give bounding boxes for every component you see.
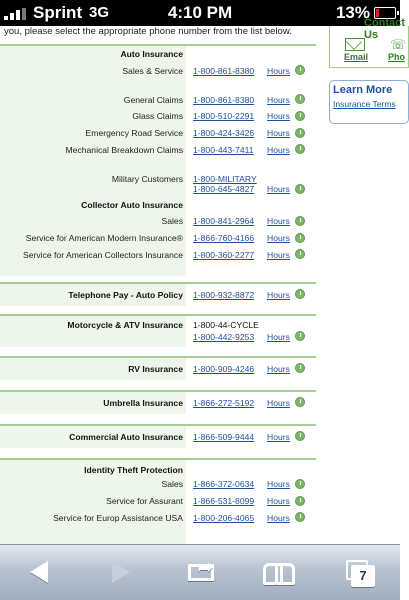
section-identity-theft: [0, 458, 316, 551]
clock-icon[interactable]: [295, 111, 305, 121]
web-page[interactable]: [0, 17, 407, 544]
email-icon[interactable]: [345, 38, 365, 51]
carrier-name: Sprint: [33, 3, 83, 22]
hours-link[interactable]: Hours: [267, 144, 290, 155]
phone-link[interactable]: 1-866-372-0634: [193, 479, 255, 490]
contact-us-box: [329, 17, 409, 68]
phone-link[interactable]: 1-866-760-4166: [193, 233, 255, 244]
hours-link[interactable]: Hours: [267, 233, 290, 244]
hours-link[interactable]: Hours: [267, 397, 290, 408]
section-heading: Umbrella Insurance: [103, 397, 183, 408]
clock-icon[interactable]: [295, 496, 305, 506]
section-motorcycle-atv: [0, 314, 316, 347]
browser-toolbar: [0, 544, 400, 600]
learn-more-title: Learn More: [333, 84, 393, 96]
clock-icon[interactable]: [295, 512, 305, 522]
row-label: General Claims: [123, 94, 183, 105]
phone-link[interactable]: 1-800-MILITARY: [193, 173, 257, 184]
phone-link[interactable]: 1-866-509-9444: [193, 431, 255, 442]
bookmarks-icon[interactable]: [255, 555, 305, 589]
section-heading: RV Insurance: [128, 363, 183, 374]
network-type: 3G: [89, 4, 110, 21]
section-commercial-auto: [0, 424, 316, 448]
hours-link[interactable]: Hours: [267, 479, 290, 490]
hours-link[interactable]: Hours: [267, 128, 290, 139]
intro-text: you, please select the appropriate phone number from the list below.: [4, 26, 292, 37]
hours-link[interactable]: Hours: [267, 183, 290, 194]
row-label: Service for American Modern Insurance®: [25, 233, 183, 244]
hours-link[interactable]: Hours: [267, 431, 290, 442]
hours-link[interactable]: Hours: [267, 512, 290, 523]
clock-icon[interactable]: [295, 331, 305, 341]
section-heading: Collector Auto Insurance: [81, 199, 183, 210]
row-label: Mechanical Breakdown Claims: [65, 144, 183, 155]
hours-link[interactable]: Hours: [267, 363, 290, 374]
section-telephone-pay: [0, 282, 316, 306]
phone-number-list: [0, 44, 316, 551]
section-umbrella: [0, 390, 316, 414]
clock-icon[interactable]: [295, 144, 305, 154]
clock-icon[interactable]: [295, 289, 305, 299]
forward-arrow-icon: [96, 555, 146, 589]
clock-icon[interactable]: [295, 479, 305, 489]
phone-link[interactable]: 1-800-424-3426: [193, 128, 255, 139]
section-heading: Telephone Pay - Auto Policy: [68, 289, 183, 300]
hours-link[interactable]: Hours: [267, 94, 290, 105]
phone-link[interactable]: 1-800-861-8380: [193, 65, 255, 76]
phone-link[interactable]: 1-800-932-8872: [193, 289, 255, 300]
clock-icon[interactable]: [295, 431, 305, 441]
hours-link[interactable]: Hours: [267, 331, 290, 342]
tabs-count: 7: [351, 565, 375, 587]
row-label: Military Customers: [111, 173, 183, 184]
email-link[interactable]: Email: [344, 52, 369, 62]
share-icon[interactable]: ➦: [178, 555, 228, 589]
hours-link[interactable]: Hours: [267, 216, 290, 227]
phone-link[interactable]: 1-866-531-8099: [193, 496, 255, 507]
clock-icon[interactable]: [295, 216, 305, 226]
section-auto-insurance: [0, 44, 316, 276]
section-rv: [0, 356, 316, 380]
section-heading: Auto Insurance: [120, 49, 183, 59]
hours-link[interactable]: Hours: [267, 111, 290, 122]
clock-icon[interactable]: [295, 94, 305, 104]
clock: 4:10 PM: [167, 3, 233, 22]
clock-icon[interactable]: [295, 249, 305, 259]
row-label: Sales: [161, 216, 183, 227]
back-arrow-icon[interactable]: [16, 555, 66, 589]
hours-link[interactable]: Hours: [267, 289, 290, 300]
hours-link[interactable]: Hours: [267, 496, 290, 507]
phone-link[interactable]: 1-800-841-2964: [193, 216, 255, 227]
phone-link[interactable]: 1-800-510-2291: [193, 111, 255, 122]
row-label: Sales: [161, 479, 183, 490]
row-label: Glass Claims: [132, 111, 183, 122]
phone-link[interactable]: 1-800-861-8380: [193, 94, 255, 105]
phone-contact-link[interactable]: Pho: [388, 52, 405, 62]
hours-link[interactable]: Hours: [267, 65, 290, 76]
section-heading: Commercial Auto Insurance: [69, 431, 183, 442]
phone-link[interactable]: 1-866-272-5192: [193, 397, 255, 408]
clock-icon[interactable]: [295, 233, 305, 243]
phone-vanity-number: 1-800-44-CYCLE: [193, 319, 259, 330]
clock-icon[interactable]: [295, 363, 305, 373]
row-label: Emergency Road Service: [85, 128, 183, 139]
tabs-button[interactable]: [334, 555, 384, 589]
clock-icon[interactable]: [295, 184, 305, 194]
clock-icon[interactable]: [295, 397, 305, 407]
phone-icon[interactable]: ☏: [390, 37, 407, 52]
section-heading: Motorcycle & ATV Insurance: [67, 319, 183, 330]
phone-link[interactable]: 1-800-442-9253: [193, 331, 255, 342]
clock-icon[interactable]: [295, 65, 305, 75]
row-label: Service for Assurant: [106, 496, 183, 507]
row-label: Service for Europ Assistance USA: [53, 512, 183, 523]
phone-link[interactable]: 1-800-909-4246: [193, 363, 255, 374]
status-bar: [0, 0, 400, 26]
row-label: Service for American Collectors Insurance: [22, 249, 183, 260]
learn-more-box: [329, 80, 409, 124]
phone-link[interactable]: 1-800-360-2277: [193, 249, 255, 260]
phone-link[interactable]: 1-800-645-4827: [193, 183, 255, 194]
contact-us-title: Contact Us: [364, 17, 405, 41]
phone-link[interactable]: 1-800-443-7411: [193, 144, 254, 155]
clock-icon[interactable]: [295, 128, 305, 138]
insurance-terms-link[interactable]: Insurance Terms: [333, 99, 396, 109]
phone-link[interactable]: 1-800-206-4065: [193, 512, 255, 523]
section-heading: Identity Theft Protection: [84, 464, 183, 475]
battery-percent: 13%: [335, 3, 370, 22]
hours-link[interactable]: Hours: [267, 249, 290, 260]
row-label: Sales & Service: [122, 65, 183, 76]
